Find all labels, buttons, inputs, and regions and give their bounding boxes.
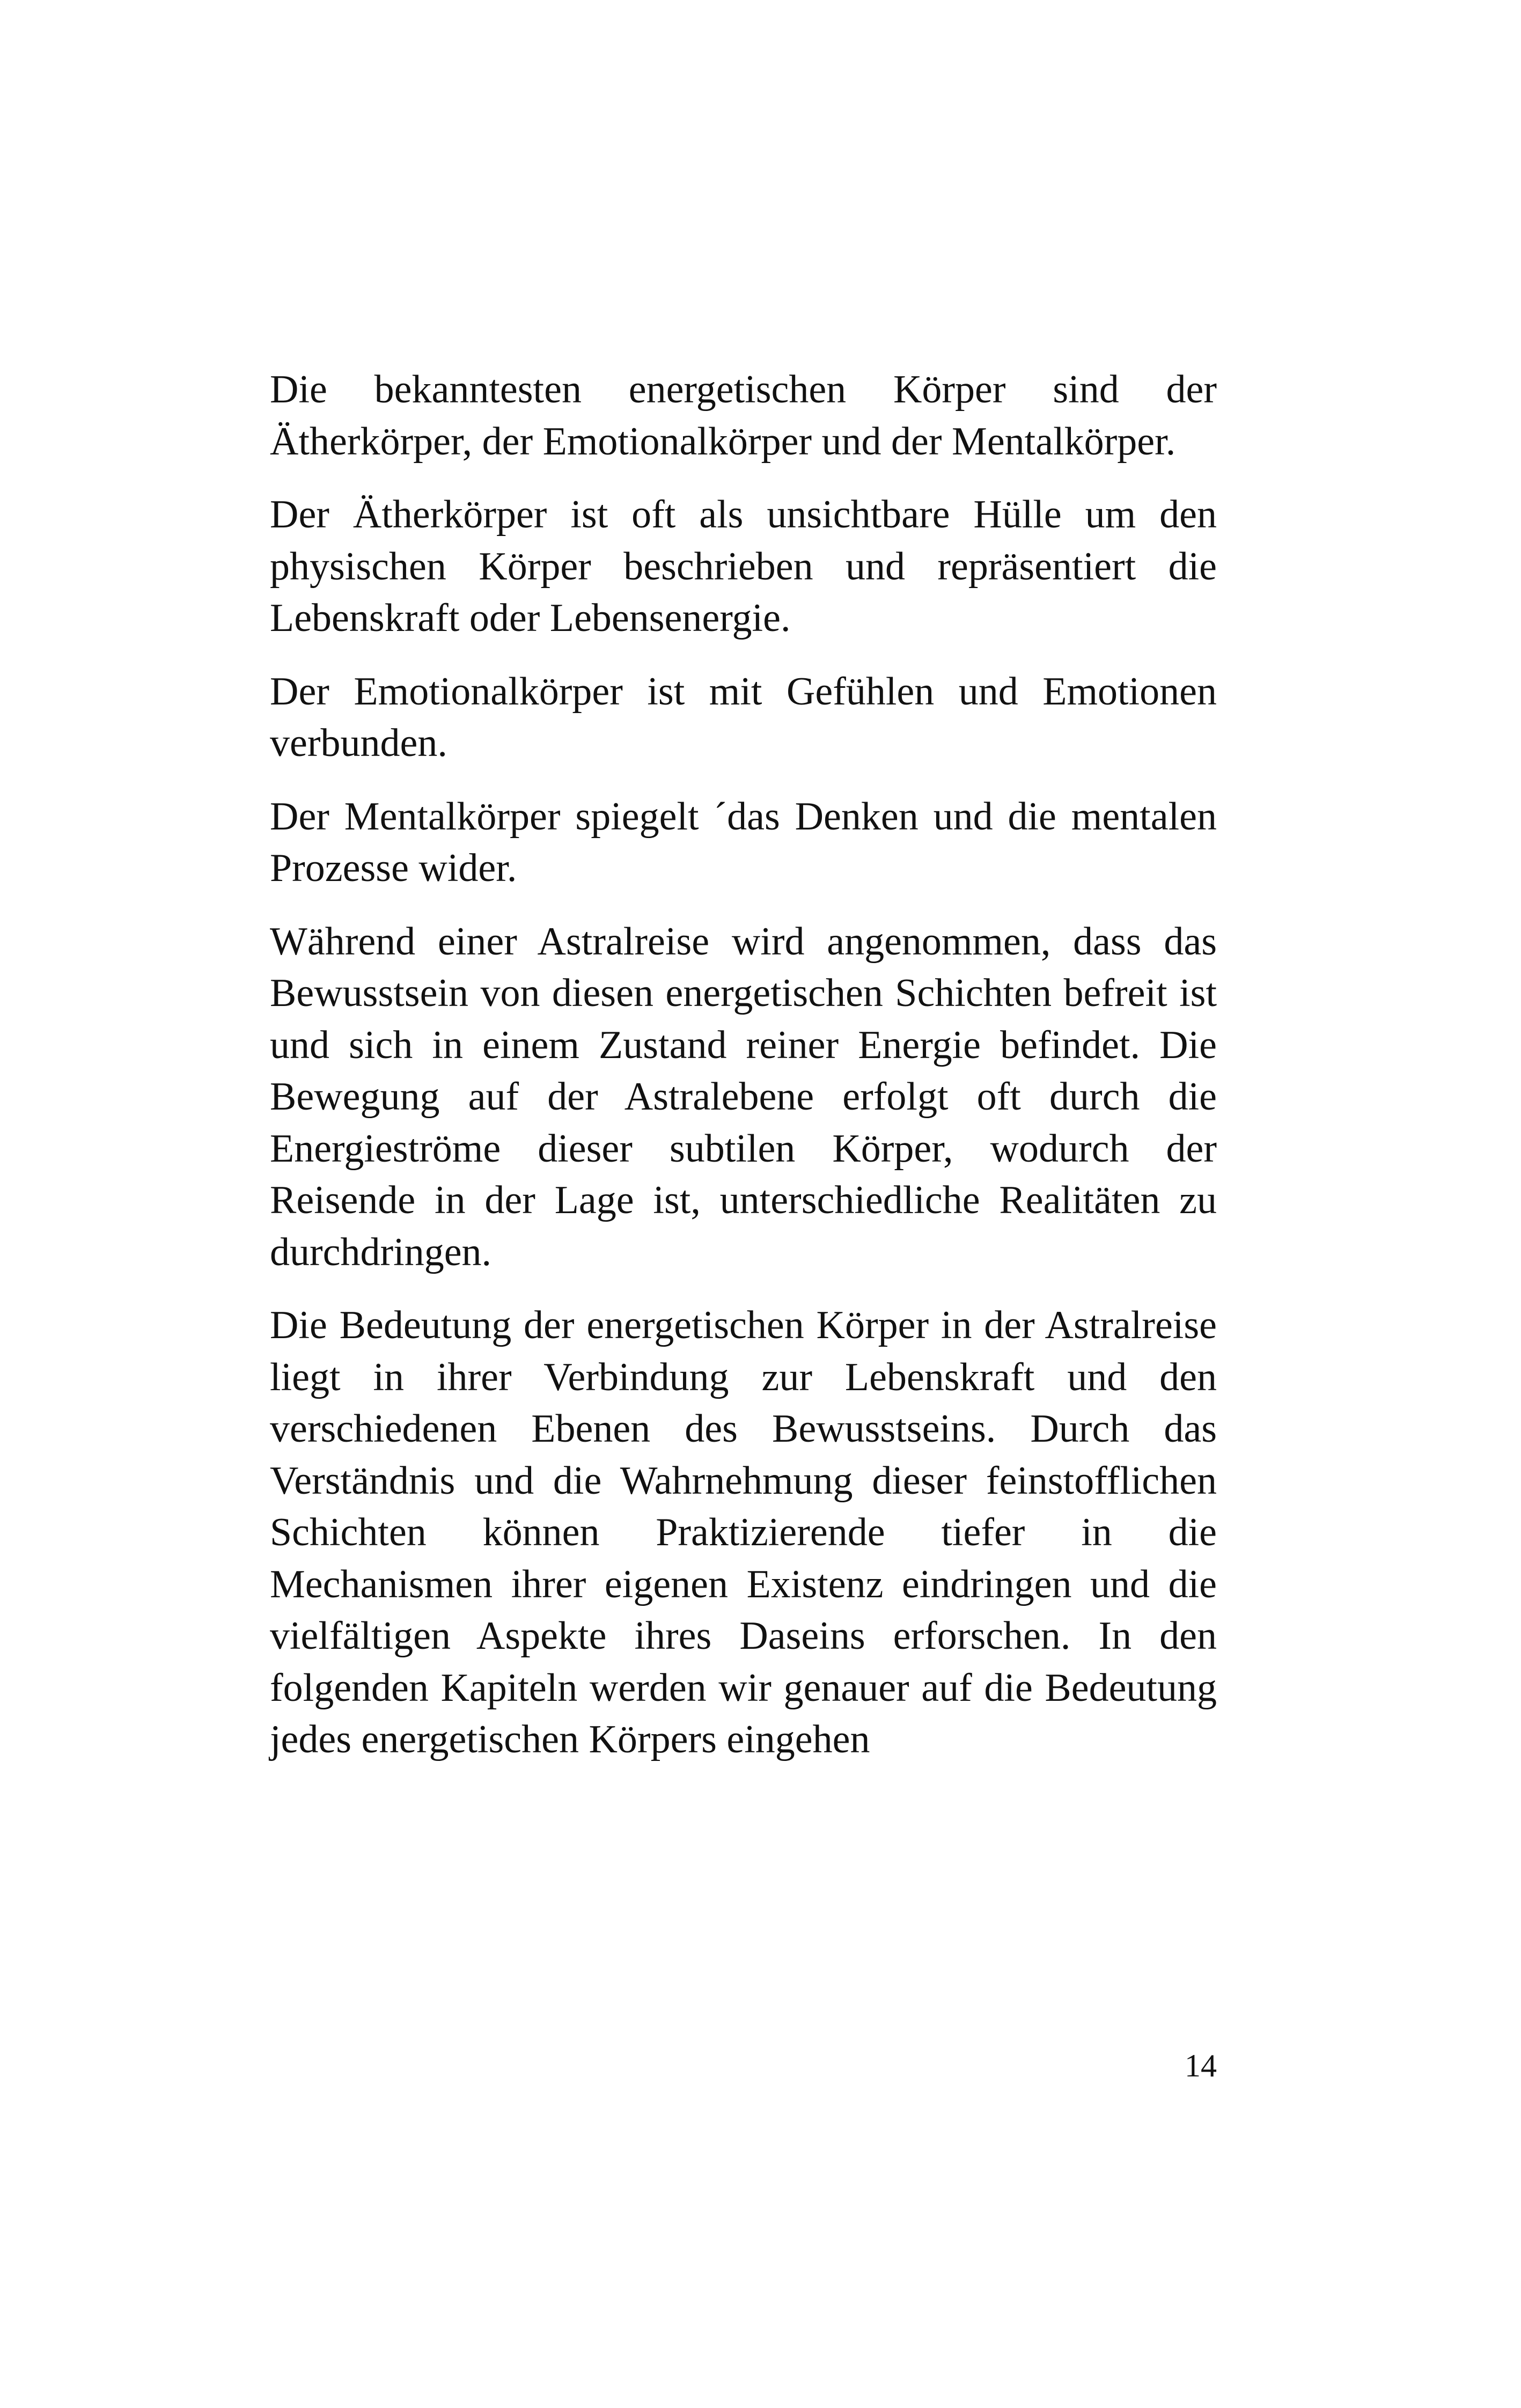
paragraph-6: Die Bedeutung der energetischen Körper in der Astralreise liegt in ihrer Verbindung zur Lebenskraft und den verschiedenen Ebenen des Bewusstseins. Durch das Verständnis und die Wahrnehmung dieser feinstofflichen Schichten können Praktizierende tiefer in die Mechanismen ihrer eigenen Existenz eindringen und die vielfältigen Aspekte ihres Daseins erforschen. In den folgenden Kapiteln werden wir genauer auf die Bedeutung jedes energetischen Körpers eingehen [270, 1303, 1217, 1761]
paragraph-4: Der Mentalkörper spiegelt ´das Denken und die mentalen Prozesse wider. [270, 794, 1217, 890]
paragraph-1: Die bekanntesten energetischen Körper sind der Ätherkörper, der Emotionalkörper und der Mentalkörper. [270, 368, 1217, 464]
page-number: 14 [1185, 2048, 1217, 2083]
paragraph-3: Der Emotionalkörper ist mit Gefühlen und Emotionen verbunden. [270, 669, 1217, 765]
body-text [270, 364, 1217, 1787]
paragraph-5: Während einer Astralreise wird angenommen, dass das Bewusstsein von diesen energetischen Schichten befreit ist und sich in einem Zustand reiner Energie befindet. Die Bewegung auf der Astralebene erfolgt oft durch die Energieströme dieser subtilen Körper, wodurch der Reisende in der Lage ist, unterschiedliche Realitäten zu durchdringen. [270, 919, 1217, 1274]
paragraph-2: Der Ätherkörper ist oft als unsichtbare Hülle um den physischen Körper beschrieben und repräsentiert die Lebenskraft oder Lebensenergie. [270, 493, 1217, 640]
